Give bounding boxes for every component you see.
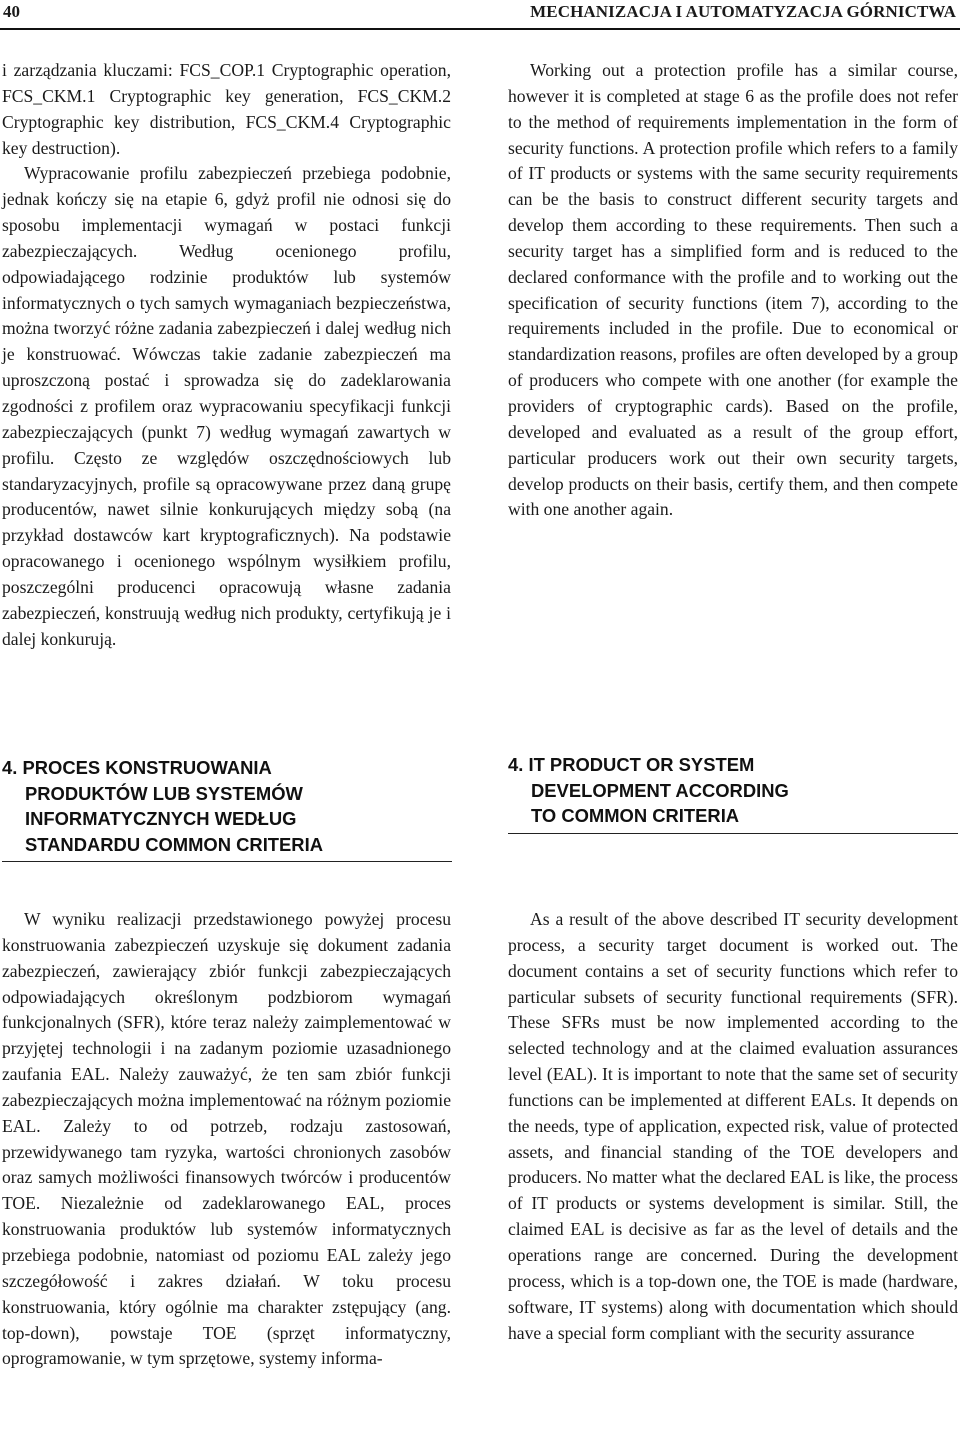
heading-line — [508, 752, 958, 778]
heading-line: DEVELOPMENT ACCORDING — [531, 779, 789, 801]
heading-text: IT PRODUCT OR SYSTEM — [528, 754, 755, 775]
left-column-top — [2, 58, 451, 652]
body-paragraph: Working out a protection profile has a similar course, however it is completed at stage 6 as the profile does not refer to the method of requirements implementation in the form of security functions. A protection profile which refers to a family of IT products or systems with the same security requirements can be the basis to construct different security targets and develop them according to these requirements. Then such a security target has a simplified form and is reduced to the declared conformance with the profile and to working out the specification of security functions (item 7), according to the requirements included in the profile. Due to economical or standardization reasons, profiles are often developed by a group of producers who compete with one another (for example the providers of cryptographic cards). Based on the profile, developed and evaluated as a result of the group effort, particular producers work out their own security targets, develop products on their basis, certify them, and then compete with one another again. — [508, 60, 958, 520]
heading-line: STANDARDU COMMON CRITERIA — [25, 833, 323, 855]
heading-line: TO COMMON CRITERIA — [531, 805, 740, 826]
right-column-bottom — [508, 907, 958, 1346]
body-paragraph: As a result of the above described IT security development process, a security target document is worked out. The document contains a set of security functions which refer to particular subsets of security functional requirements (SFR). These SFRs must be now implemented according to the selected technology and at the claimed evaluation assurances level (EAL). It is important to note that the same set of security functions can be implemented at different EALs. It depends on the needs, type of application, expected risk, value of protected assets, and financial standing of the TOE developers and producers. No matter what the declared EAL is like, the process of IT products or systems development is similar. Still, the claimed EAL is decisive as far as the level of details and the operations range are concerned. During the development process, which is a top-down one, the TOE is made (hardware, software, IT systems) along with documentation which should have a special form compliant with the security assurance — [508, 909, 958, 1343]
heading-text: PROCES KONSTRUOWANIA — [22, 757, 272, 778]
heading-line: PRODUKTÓW LUB SYSTEMÓW — [25, 782, 303, 804]
right-column-top — [508, 58, 958, 523]
section-number: 4. — [508, 754, 524, 775]
running-header — [0, 0, 960, 30]
section-heading-pl — [2, 755, 452, 862]
section-heading-en — [508, 752, 958, 834]
page-number: 40 — [3, 2, 20, 21]
continued-text: i zarządzania kluczami: FCS_COP.1 Cryptographic operation, FCS_CKM.1 Cryptographic key generation, FCS_CKM.2 Cryptographic key distribution, FCS_CKM.4 Cryptographic key destruction). — [2, 60, 451, 158]
body-paragraph: Wypracowanie profilu zabezpieczeń przebiega podobnie, jednak kończy się na etapie 6, gdyż profil nie odnosi się do sposobu implementacji wymagań w postaci funkcji zabezpieczających. Według ocenionego profilu, odpowiadającego rodzinie produktów lub systemów informatycznych o tych samych wymaganiach bezpieczeństwa, można tworzyć różne zadania zabezpieczeń i dalej według nich je konstruować. Wówczas takie zadanie zabezpieczeń ma uproszczoną postać i sprowadza się do zadeklarowania zgodności z profilem oraz wypracowaniu specyfikacji funkcji zabezpieczających (punkt 7) według wymagań zawartych w profilu. Często ze względów oszczędnościowych lub standaryzacyjnych, profile są opracowywane przez daną grupę producentów, nawet silnie konkurujących między sobą (na przykład dostawców kart kryptograficznych). Na podstawie opracowanego i ocenionego wspólnym wysiłkiem profilu, poszczególni producenci opracowują własne zadania zabezpieczeń, konstruują według nich produkty, certyfikują je i dalej konkurują. — [2, 163, 451, 649]
body-paragraph: W wyniku realizacji przedstawionego powyżej procesu konstruowania zabezpieczeń uzyskuje się dokument zadania zabezpieczeń, zawierający zbiór funkcji zabezpieczających odpowiadających określonym podzbiorom wymagań funkcjonalnych (SFR), które teraz należy zaimplementować w przyjętej technologii i na zadanym poziomie uzasadnionego zaufania EAL. Należy zauważyć, że ten sam zbiór funkcji zabezpieczających można implementować na różnym poziomie EAL. Zależy to od potrzeb, rodzaju zastosowań, przewidywanego tam ryzyka, wartości chronionych zasobów oraz samych możliwości finansowych twórców i producentów TOE. Niezależnie od zadeklarowanego EAL, proces konstruowania produktów lub systemów informatycznych przebiega podobnie, natomiast od poziomu EAL zależy jego szczegółowość i zakres działań. W toku procesu konstruowania, który ogólnie ma charakter zstępujący (ang. top-down), powstaje TOE (sprzęt informatyczny, oprogramowanie, w tym sprzętowe, systemy informa- — [2, 909, 451, 1369]
section-number: 4. — [2, 757, 18, 778]
heading-line — [2, 755, 452, 781]
heading-line: INFORMATYCZNYCH WEDŁUG — [25, 808, 297, 829]
left-column-bottom — [2, 907, 451, 1372]
journal-title: MECHANIZACJA I AUTOMATYZACJA GÓRNICTWA — [530, 2, 956, 21]
